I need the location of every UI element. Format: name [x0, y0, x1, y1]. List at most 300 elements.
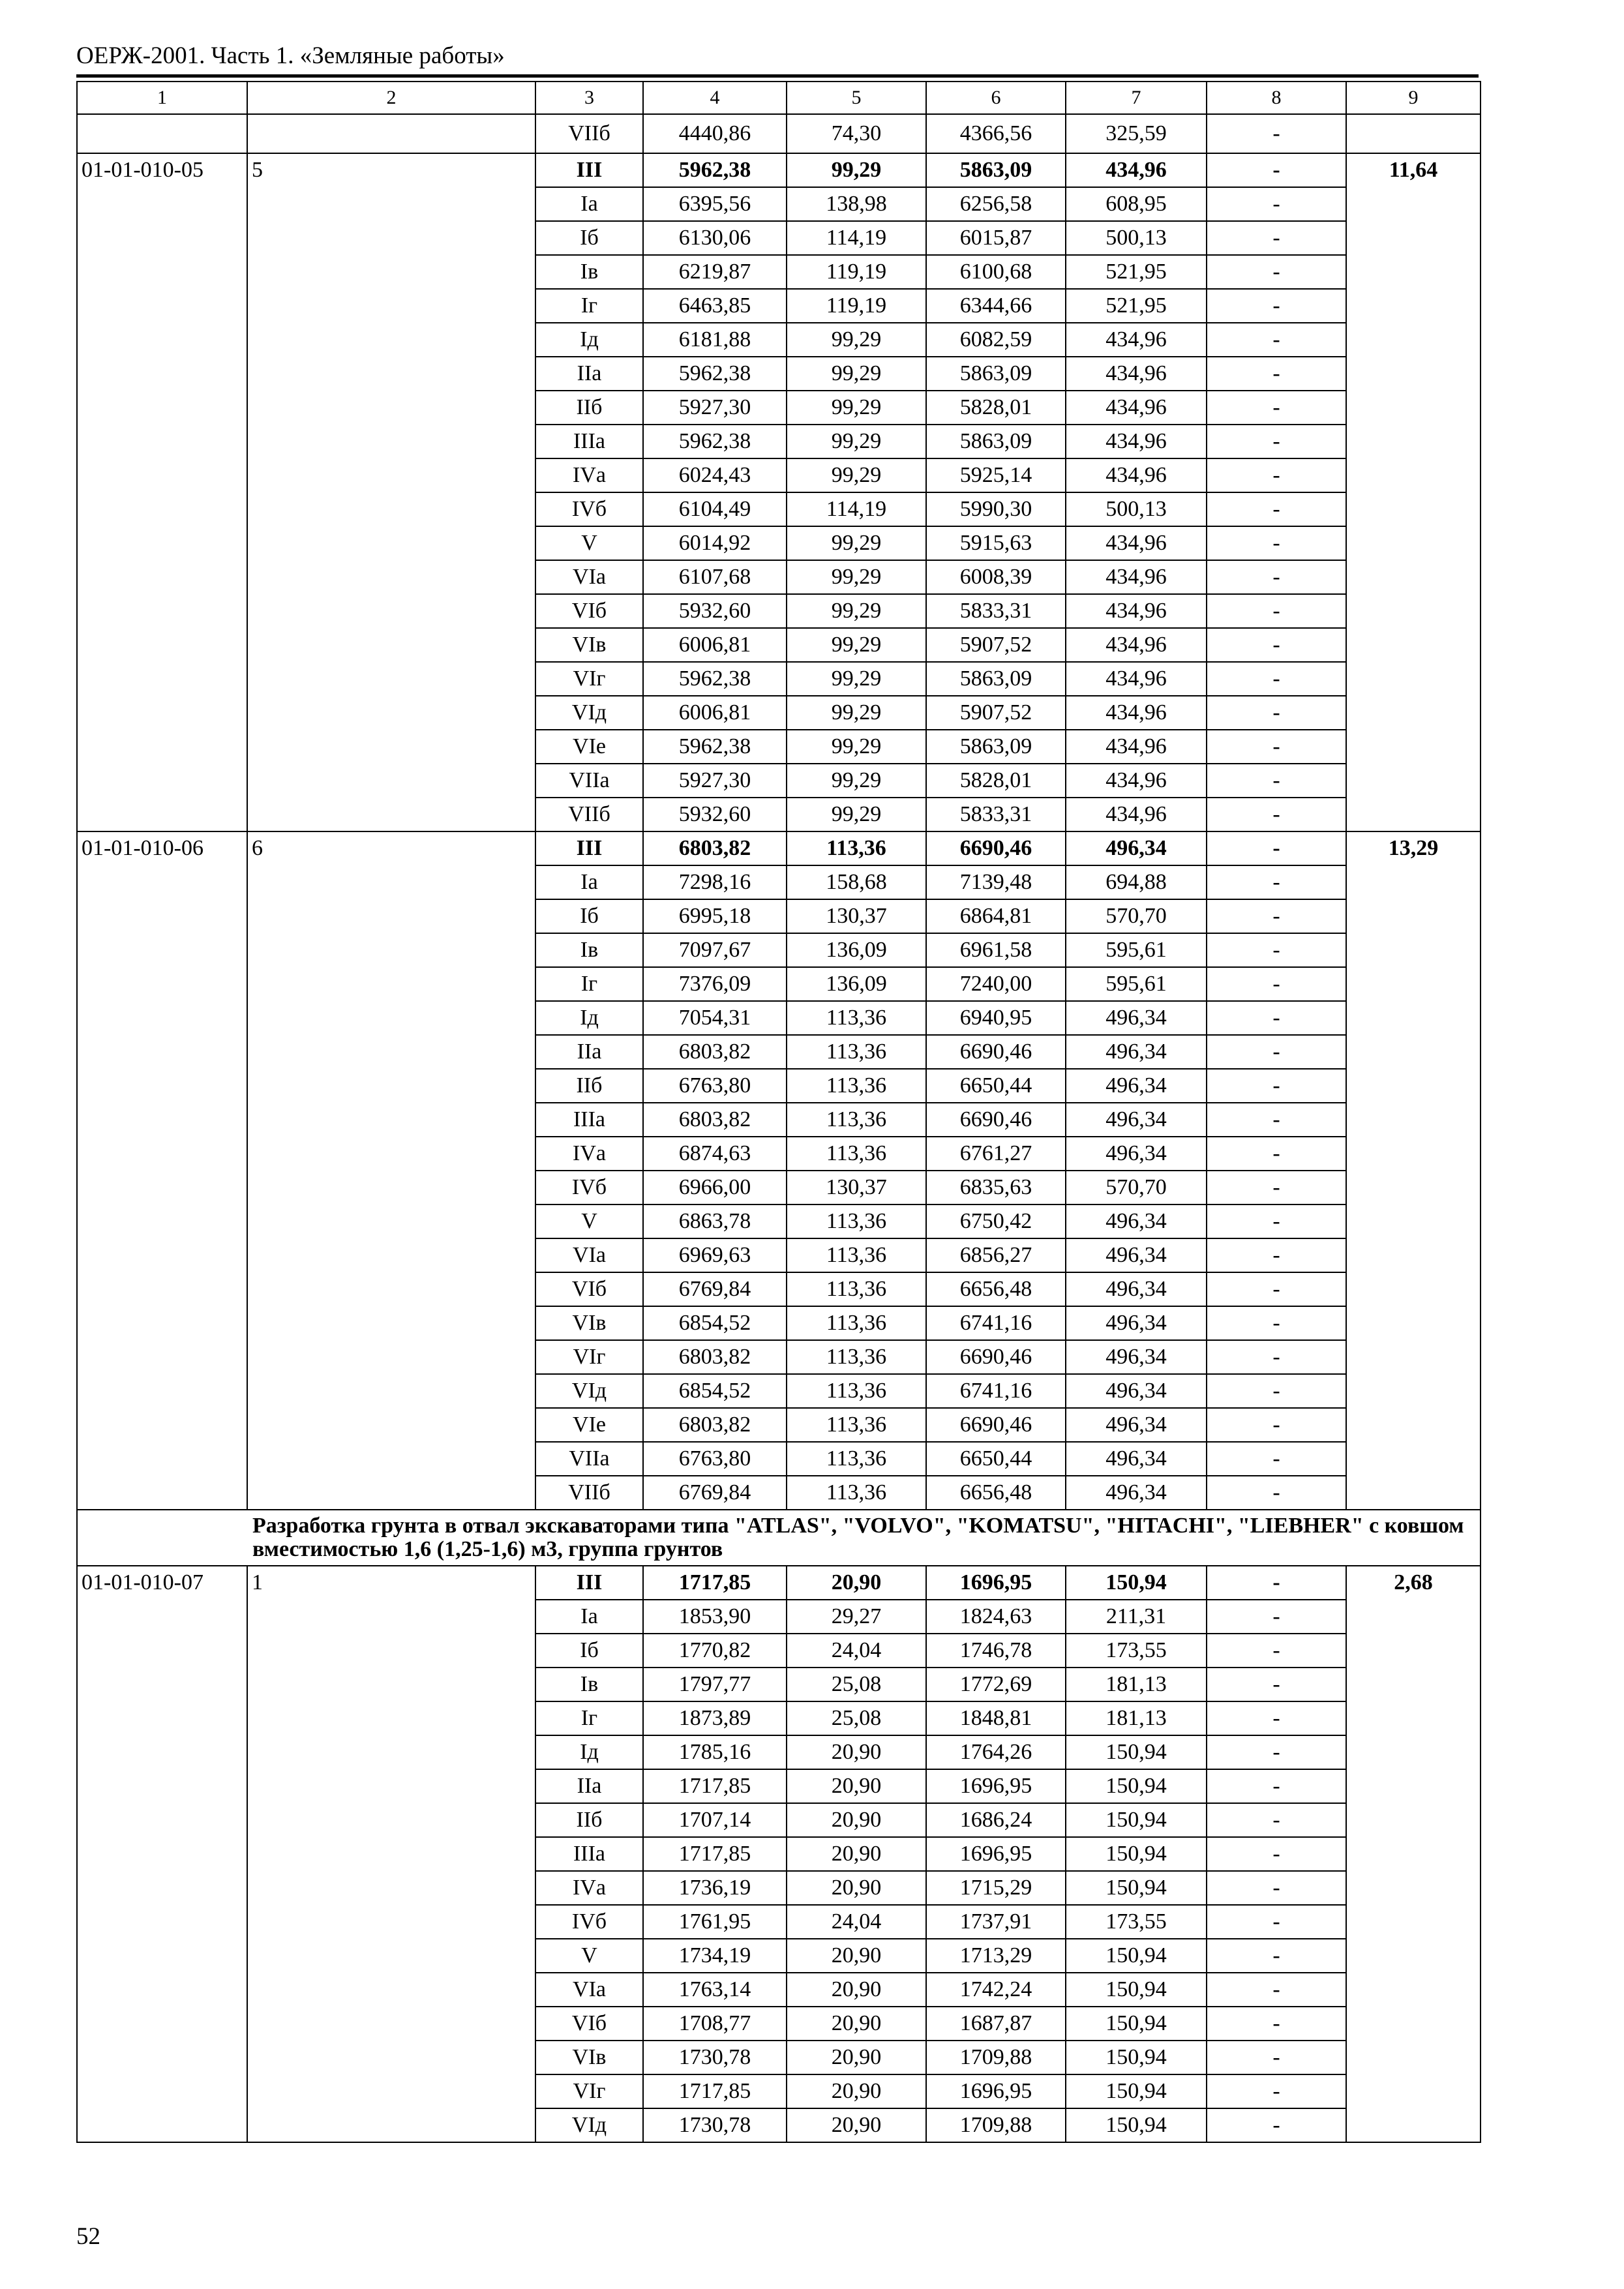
column-number-row [77, 82, 1481, 114]
soil-group-cell: Iб [535, 221, 643, 255]
value-cell: 6803,82 [643, 1408, 787, 1442]
value-cell: 1730,78 [643, 2108, 787, 2142]
value-cell: 5833,31 [926, 594, 1066, 628]
value-cell: 434,96 [1066, 764, 1207, 798]
value-cell: 113,36 [787, 1103, 926, 1137]
value-cell: 1873,89 [643, 1701, 787, 1735]
value-cell: - [1207, 560, 1346, 594]
value-cell: - [1207, 1634, 1346, 1668]
column-number: 9 [1346, 82, 1481, 114]
value-cell: 6107,68 [643, 560, 787, 594]
value-cell: - [1207, 2074, 1346, 2108]
value-cell: 6104,49 [643, 492, 787, 526]
soil-group-cell: VIд [535, 2108, 643, 2142]
value-cell: 150,94 [1066, 1803, 1207, 1837]
column-number: 7 [1066, 82, 1207, 114]
value-cell: - [1207, 1103, 1346, 1137]
value-cell: 25,08 [787, 1668, 926, 1701]
value-cell: 434,96 [1066, 526, 1207, 560]
value-cell: 99,29 [787, 730, 926, 764]
value-cell: - [1207, 662, 1346, 696]
value-cell: 1696,95 [926, 2074, 1066, 2108]
value-cell: 1715,29 [926, 1871, 1066, 1905]
value-cell: 99,29 [787, 458, 926, 492]
soil-group-cell: Iд [535, 1735, 643, 1769]
value-cell: - [1207, 1137, 1346, 1171]
value-cell: 6650,44 [926, 1069, 1066, 1103]
value-cell: - [1207, 255, 1346, 289]
soil-group-cell: Iв [535, 255, 643, 289]
value-cell: 99,29 [787, 153, 926, 187]
value-cell: 6803,82 [643, 1035, 787, 1069]
rate-variant [247, 114, 535, 153]
value-cell: - [1207, 1803, 1346, 1837]
value-cell: - [1207, 933, 1346, 967]
value-cell: - [1207, 831, 1346, 865]
value-cell: 5833,31 [926, 798, 1066, 831]
value-cell: - [1207, 1905, 1346, 1939]
value-cell: 24,04 [787, 1634, 926, 1668]
value-cell: 5863,09 [926, 357, 1066, 391]
soil-group-cell: IIа [535, 357, 643, 391]
value-cell: 6940,95 [926, 1001, 1066, 1035]
value-cell: 1717,85 [643, 1566, 787, 1600]
value-cell: 1797,77 [643, 1668, 787, 1701]
value-cell: 6763,80 [643, 1442, 787, 1476]
soil-group-cell: IIб [535, 391, 643, 425]
value-cell: - [1207, 764, 1346, 798]
rate-code: 01-01-010-05 [77, 153, 247, 831]
value-cell: 1764,26 [926, 1735, 1066, 1769]
column-number: 8 [1207, 82, 1346, 114]
value-cell: 6024,43 [643, 458, 787, 492]
soil-group-cell: IIб [535, 1069, 643, 1103]
value-cell: 6219,87 [643, 255, 787, 289]
value-cell: 5932,60 [643, 594, 787, 628]
value-cell: - [1207, 187, 1346, 221]
value-cell: - [1207, 1374, 1346, 1408]
table-row [77, 831, 1481, 865]
value-cell: 1707,14 [643, 1803, 787, 1837]
value-cell: 6181,88 [643, 323, 787, 357]
value-cell: 595,61 [1066, 933, 1207, 967]
soil-group-cell: IIб [535, 1803, 643, 1837]
value-cell: 4440,86 [643, 114, 787, 153]
value-cell: - [1207, 798, 1346, 831]
value-cell: - [1207, 1600, 1346, 1634]
value-cell: 6741,16 [926, 1374, 1066, 1408]
value-cell: 496,34 [1066, 1306, 1207, 1340]
soil-group-cell: Iг [535, 1701, 643, 1735]
value-cell: 5962,38 [643, 153, 787, 187]
value-cell: 434,96 [1066, 696, 1207, 730]
value-cell: 6344,66 [926, 289, 1066, 323]
soil-group-cell: Iб [535, 899, 643, 933]
soil-group-cell: VIе [535, 1408, 643, 1442]
value-cell: 6966,00 [643, 1171, 787, 1204]
rate-code: 01-01-010-06 [77, 831, 247, 1510]
value-cell: 136,09 [787, 967, 926, 1001]
value-cell: - [1207, 323, 1346, 357]
value-cell: 500,13 [1066, 221, 1207, 255]
soil-group-cell: VIIб [535, 1476, 643, 1510]
page-number: 52 [76, 2223, 100, 2250]
value-cell: 5962,38 [643, 662, 787, 696]
value-cell: 6130,06 [643, 221, 787, 255]
value-cell: 99,29 [787, 662, 926, 696]
value-cell: - [1207, 594, 1346, 628]
soil-group-cell: VIIа [535, 1442, 643, 1476]
value-cell: 20,90 [787, 1837, 926, 1871]
value-cell: 434,96 [1066, 391, 1207, 425]
value-cell: 1763,14 [643, 1973, 787, 2007]
soil-group-cell: V [535, 1939, 643, 1973]
value-cell: 136,09 [787, 933, 926, 967]
value-cell: - [1207, 221, 1346, 255]
value-cell: 6961,58 [926, 933, 1066, 967]
value-cell: - [1207, 2007, 1346, 2041]
value-cell: 20,90 [787, 1803, 926, 1837]
soil-group-cell: Iа [535, 865, 643, 899]
value-cell: 5863,09 [926, 425, 1066, 458]
value-cell: - [1207, 357, 1346, 391]
value-cell: 325,59 [1066, 114, 1207, 153]
value-cell: - [1207, 1566, 1346, 1600]
table-row [77, 1566, 1481, 1600]
value-cell: 7298,16 [643, 865, 787, 899]
value-cell: - [1207, 1069, 1346, 1103]
value-cell: 130,37 [787, 1171, 926, 1204]
soil-group-cell: Iв [535, 933, 643, 967]
soil-group-cell: VIв [535, 2041, 643, 2074]
value-cell: 521,95 [1066, 255, 1207, 289]
value-cell: 6650,44 [926, 1442, 1066, 1476]
soil-group-cell: IIа [535, 1769, 643, 1803]
soil-group-cell: Iб [535, 1634, 643, 1668]
value-cell: 6854,52 [643, 1374, 787, 1408]
soil-group-cell: IVа [535, 1137, 643, 1171]
value-cell: 6995,18 [643, 899, 787, 933]
value-cell: 99,29 [787, 323, 926, 357]
value-cell: 6856,27 [926, 1238, 1066, 1272]
value-cell: 158,68 [787, 865, 926, 899]
value-cell: 496,34 [1066, 1374, 1207, 1408]
value-cell: 211,31 [1066, 1600, 1207, 1634]
column-number: 6 [926, 82, 1066, 114]
value-cell: 6008,39 [926, 560, 1066, 594]
value-cell: 24,04 [787, 1905, 926, 1939]
value-cell: 20,90 [787, 1973, 926, 2007]
value-cell: 99,29 [787, 425, 926, 458]
soil-group-cell: VIг [535, 2074, 643, 2108]
value-cell: - [1207, 730, 1346, 764]
value-cell: 150,94 [1066, 1837, 1207, 1871]
value-cell: 434,96 [1066, 594, 1207, 628]
value-cell: 113,36 [787, 1204, 926, 1238]
value-cell: - [1207, 1171, 1346, 1204]
soil-group-cell: VIб [535, 594, 643, 628]
soil-group-cell: IVб [535, 1171, 643, 1204]
value-cell: 20,90 [787, 2108, 926, 2142]
soil-group-cell: III [535, 831, 643, 865]
value-cell: 20,90 [787, 2007, 926, 2041]
value-cell: - [1207, 492, 1346, 526]
value-cell: 20,90 [787, 1735, 926, 1769]
value-cell: - [1207, 1973, 1346, 2007]
value-cell: 496,34 [1066, 1476, 1207, 1510]
value-cell: 496,34 [1066, 1137, 1207, 1171]
value-cell: 113,36 [787, 831, 926, 865]
value-cell: 173,55 [1066, 1905, 1207, 1939]
value-cell: - [1207, 865, 1346, 899]
value-cell: 4366,56 [926, 114, 1066, 153]
value-cell: - [1207, 1238, 1346, 1272]
value-cell: 1742,24 [926, 1973, 1066, 2007]
value-cell: - [1207, 1668, 1346, 1701]
value-cell: 20,90 [787, 1566, 926, 1600]
value-cell: 113,36 [787, 1476, 926, 1510]
rate-code: 01-01-010-07 [77, 1566, 247, 2142]
labor-value: 11,64 [1346, 153, 1481, 831]
value-cell: 5907,52 [926, 696, 1066, 730]
value-cell: 6463,85 [643, 289, 787, 323]
value-cell: 5962,38 [643, 425, 787, 458]
value-cell: - [1207, 696, 1346, 730]
value-cell: 500,13 [1066, 492, 1207, 526]
soil-group-cell: VIа [535, 560, 643, 594]
value-cell: 6656,48 [926, 1476, 1066, 1510]
value-cell: 173,55 [1066, 1634, 1207, 1668]
value-cell: 113,36 [787, 1306, 926, 1340]
value-cell: - [1207, 1001, 1346, 1035]
value-cell: 694,88 [1066, 865, 1207, 899]
value-cell: 5927,30 [643, 764, 787, 798]
soil-group-cell: III [535, 153, 643, 187]
value-cell: - [1207, 1871, 1346, 1905]
value-cell: 113,36 [787, 1137, 926, 1171]
value-cell: 6100,68 [926, 255, 1066, 289]
value-cell: 150,94 [1066, 1973, 1207, 2007]
value-cell: - [1207, 526, 1346, 560]
page-header: ОЕРЖ-2001. Часть 1. «Земляные работы» [76, 39, 1479, 78]
value-cell: 434,96 [1066, 662, 1207, 696]
value-cell: 496,34 [1066, 1069, 1207, 1103]
value-cell: 6690,46 [926, 1035, 1066, 1069]
section-heading: Разработка грунта в отвал экскаваторами типа "ATLAS", "VOLVO", "KOMATSU", "HITACHI", "LIEBHER" с ковшом вместимостью 1,6 (1,25-1,6) м3, группа грунтов [77, 1510, 1481, 1566]
value-cell: 496,34 [1066, 1442, 1207, 1476]
value-cell: 114,19 [787, 492, 926, 526]
value-cell: 150,94 [1066, 1735, 1207, 1769]
value-cell: 1717,85 [643, 1769, 787, 1803]
rate-code [77, 114, 247, 153]
value-cell: 434,96 [1066, 357, 1207, 391]
rates-table [76, 81, 1481, 2143]
value-cell: 1696,95 [926, 1566, 1066, 1600]
value-cell: 5907,52 [926, 628, 1066, 662]
value-cell: 99,29 [787, 526, 926, 560]
soil-group-cell: VIе [535, 730, 643, 764]
value-cell: - [1207, 1035, 1346, 1069]
value-cell: 434,96 [1066, 458, 1207, 492]
value-cell: 6690,46 [926, 831, 1066, 865]
soil-group-cell: VIг [535, 662, 643, 696]
soil-group-cell: V [535, 526, 643, 560]
value-cell: 99,29 [787, 764, 926, 798]
value-cell: 5863,09 [926, 730, 1066, 764]
value-cell: 434,96 [1066, 730, 1207, 764]
soil-group-cell: Iг [535, 967, 643, 1001]
soil-group-cell: VIб [535, 1272, 643, 1306]
value-cell: 5863,09 [926, 153, 1066, 187]
value-cell: 496,34 [1066, 1204, 1207, 1238]
value-cell: 114,19 [787, 221, 926, 255]
value-cell: - [1207, 1340, 1346, 1374]
soil-group-cell: IVб [535, 492, 643, 526]
value-cell: 6741,16 [926, 1306, 1066, 1340]
value-cell: 1730,78 [643, 2041, 787, 2074]
soil-group-cell: Iд [535, 1001, 643, 1035]
value-cell: - [1207, 1272, 1346, 1306]
value-cell: 113,36 [787, 1238, 926, 1272]
value-cell: 6006,81 [643, 628, 787, 662]
value-cell: 1848,81 [926, 1701, 1066, 1735]
value-cell: 496,34 [1066, 1103, 1207, 1137]
soil-group-cell: Iа [535, 187, 643, 221]
value-cell: 5828,01 [926, 391, 1066, 425]
value-cell: 5915,63 [926, 526, 1066, 560]
soil-group-cell: VIд [535, 1374, 643, 1408]
column-number: 2 [247, 82, 535, 114]
value-cell: 20,90 [787, 1939, 926, 1973]
value-cell: 5863,09 [926, 662, 1066, 696]
value-cell: 6082,59 [926, 323, 1066, 357]
value-cell: 1709,88 [926, 2108, 1066, 2142]
value-cell: 6969,63 [643, 1238, 787, 1272]
value-cell: - [1207, 153, 1346, 187]
value-cell: - [1207, 1769, 1346, 1803]
value-cell: 99,29 [787, 560, 926, 594]
value-cell: 1785,16 [643, 1735, 787, 1769]
value-cell: 113,36 [787, 1374, 926, 1408]
value-cell: 113,36 [787, 1408, 926, 1442]
soil-group-cell: VIIа [535, 764, 643, 798]
value-cell: 20,90 [787, 2041, 926, 2074]
value-cell: 6395,56 [643, 187, 787, 221]
soil-group-cell: Iа [535, 1600, 643, 1634]
value-cell: 99,29 [787, 357, 926, 391]
soil-group-cell: Iв [535, 1668, 643, 1701]
value-cell: 5927,30 [643, 391, 787, 425]
value-cell: 20,90 [787, 1769, 926, 1803]
value-cell: 6256,58 [926, 187, 1066, 221]
value-cell: 1737,91 [926, 1905, 1066, 1939]
value-cell: 1709,88 [926, 2041, 1066, 2074]
value-cell: 150,94 [1066, 2007, 1207, 2041]
table-row [77, 153, 1481, 187]
value-cell: 150,94 [1066, 2108, 1207, 2142]
value-cell: 1736,19 [643, 1871, 787, 1905]
soil-group-cell: IIа [535, 1035, 643, 1069]
value-cell: 6854,52 [643, 1306, 787, 1340]
value-cell: 595,61 [1066, 967, 1207, 1001]
soil-group-cell: IVб [535, 1905, 643, 1939]
value-cell: - [1207, 458, 1346, 492]
value-cell: - [1207, 2108, 1346, 2142]
table-row [77, 114, 1481, 153]
soil-group-cell: VIд [535, 696, 643, 730]
value-cell: 113,36 [787, 1035, 926, 1069]
value-cell: 113,36 [787, 1069, 926, 1103]
value-cell: 113,36 [787, 1442, 926, 1476]
value-cell: - [1207, 899, 1346, 933]
value-cell: 434,96 [1066, 628, 1207, 662]
value-cell: 496,34 [1066, 1272, 1207, 1306]
value-cell: 5990,30 [926, 492, 1066, 526]
value-cell: 6864,81 [926, 899, 1066, 933]
value-cell: 119,19 [787, 289, 926, 323]
soil-group-cell: VIв [535, 1306, 643, 1340]
value-cell: 434,96 [1066, 323, 1207, 357]
value-cell: 181,13 [1066, 1701, 1207, 1735]
value-cell: - [1207, 1701, 1346, 1735]
soil-group-cell: IVа [535, 1871, 643, 1905]
value-cell: 1696,95 [926, 1837, 1066, 1871]
value-cell: - [1207, 114, 1346, 153]
value-cell: 1717,85 [643, 1837, 787, 1871]
value-cell: - [1207, 1837, 1346, 1871]
value-cell: 29,27 [787, 1600, 926, 1634]
value-cell: - [1207, 391, 1346, 425]
value-cell: - [1207, 628, 1346, 662]
value-cell: 150,94 [1066, 1939, 1207, 1973]
rate-variant: 5 [247, 153, 535, 831]
value-cell: 6761,27 [926, 1137, 1066, 1171]
value-cell: - [1207, 289, 1346, 323]
column-number: 1 [77, 82, 247, 114]
value-cell: 99,29 [787, 391, 926, 425]
value-cell: 496,34 [1066, 1340, 1207, 1374]
value-cell: - [1207, 1442, 1346, 1476]
value-cell: 6863,78 [643, 1204, 787, 1238]
soil-group-cell: III [535, 1566, 643, 1600]
value-cell: 570,70 [1066, 1171, 1207, 1204]
value-cell: 6874,63 [643, 1137, 787, 1171]
value-cell: 150,94 [1066, 2074, 1207, 2108]
soil-group-cell: IVа [535, 458, 643, 492]
value-cell: - [1207, 1204, 1346, 1238]
value-cell: 6763,80 [643, 1069, 787, 1103]
value-cell: 434,96 [1066, 425, 1207, 458]
soil-group-cell: IIIа [535, 1837, 643, 1871]
value-cell: 5932,60 [643, 798, 787, 831]
value-cell: 1853,90 [643, 1600, 787, 1634]
value-cell: 6803,82 [643, 1340, 787, 1374]
rate-variant: 6 [247, 831, 535, 1510]
value-cell: 74,30 [787, 114, 926, 153]
value-cell: 496,34 [1066, 1238, 1207, 1272]
value-cell: 6769,84 [643, 1476, 787, 1510]
value-cell: 150,94 [1066, 1566, 1207, 1600]
value-cell: 1746,78 [926, 1634, 1066, 1668]
value-cell: 99,29 [787, 594, 926, 628]
value-cell: - [1207, 1735, 1346, 1769]
value-cell: 7240,00 [926, 967, 1066, 1001]
value-cell: 6803,82 [643, 1103, 787, 1137]
value-cell: 6656,48 [926, 1272, 1066, 1306]
value-cell: 25,08 [787, 1701, 926, 1735]
value-cell: 5925,14 [926, 458, 1066, 492]
value-cell: 1717,85 [643, 2074, 787, 2108]
